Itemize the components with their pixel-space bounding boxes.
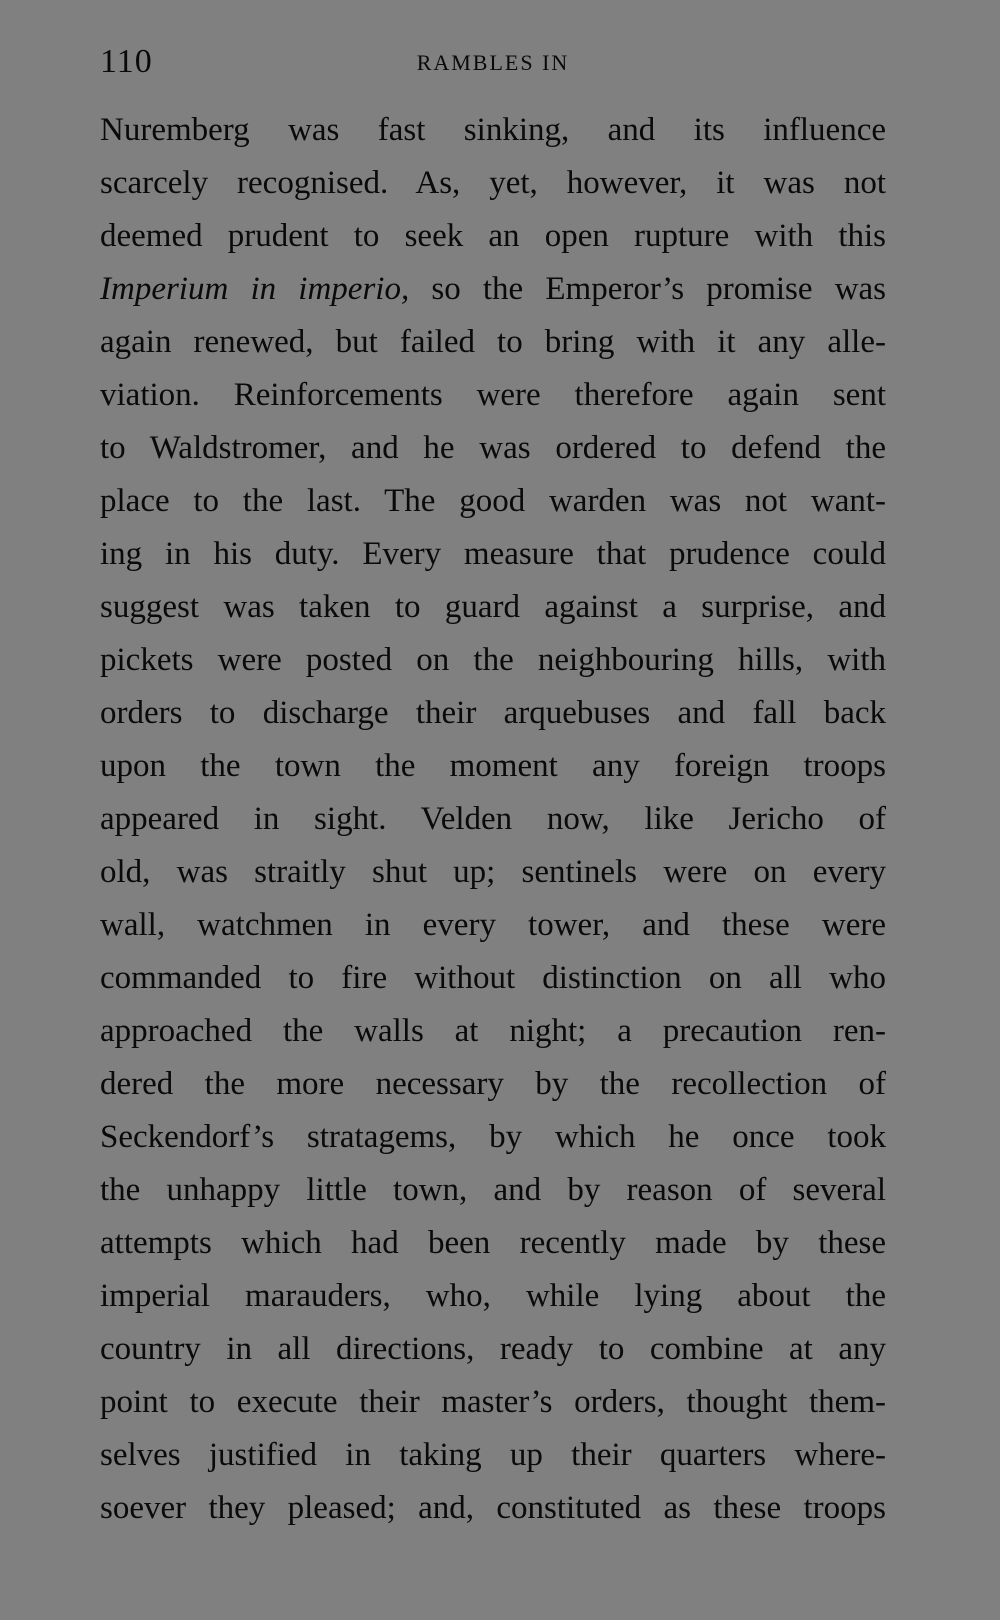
text-line: attempts which had been recently made by these — [100, 1225, 886, 1261]
text-line: viation. Reinforcements were therefore again sent — [100, 377, 886, 413]
text-line-rest: so the Emperor’s promise was — [431, 271, 887, 307]
text-line: approached the walls at night; a precaution ren- — [100, 1013, 886, 1049]
text-line: imperial marauders, who, while lying about the — [100, 1278, 886, 1314]
text-line: commanded to fire without distinction on all who — [100, 960, 886, 996]
text-line: ing in his duty. Every measure that prudence could — [100, 536, 886, 572]
text-line: dered the more necessary by the recollection of — [100, 1066, 886, 1102]
page-number: 110 — [100, 43, 153, 80]
text-line: appeared in sight. Velden now, like Jericho of — [100, 801, 886, 837]
text-line: place to the last. The good warden was not want- — [100, 483, 886, 519]
text-line: point to execute their master’s orders, thought them- — [100, 1384, 886, 1420]
text-line: suggest was taken to guard against a surprise, and — [100, 589, 886, 625]
text-line-with-italic — [100, 263, 886, 316]
text-line: deemed prudent to seek an open rupture with this — [100, 218, 886, 254]
text-line: soever they pleased; and, constituted as these troops — [100, 1490, 886, 1526]
text-line: orders to discharge their arquebuses and fall back — [100, 695, 886, 731]
text-line: pickets were posted on the neighbouring hills, with — [100, 642, 886, 678]
text-line: again renewed, but failed to bring with it any alle- — [100, 324, 886, 360]
italic-phrase: Imperium in imperio, — [100, 271, 410, 307]
text-line: old, was straitly shut up; sentinels were on every — [100, 854, 886, 890]
page-header — [100, 42, 886, 82]
body-text — [100, 104, 886, 1535]
text-line: to Waldstromer, and he was ordered to defend the — [100, 430, 886, 466]
text-line: the unhappy little town, and by reason of several — [100, 1172, 886, 1208]
running-head: RAMBLES IN — [416, 50, 570, 75]
text-line: Nuremberg was fast sinking, and its influence — [100, 112, 886, 148]
text-line: Seckendorf’s stratagems, by which he once took — [100, 1119, 886, 1155]
text-line: selves justified in taking up their quarters where- — [100, 1437, 886, 1473]
text-line: wall, watchmen in every tower, and these were — [100, 907, 886, 943]
text-line: upon the town the moment any foreign troops — [100, 748, 886, 784]
text-line: country in all directions, ready to combine at any — [100, 1331, 886, 1367]
text-line: scarcely recognised. As, yet, however, it was not — [100, 165, 886, 201]
